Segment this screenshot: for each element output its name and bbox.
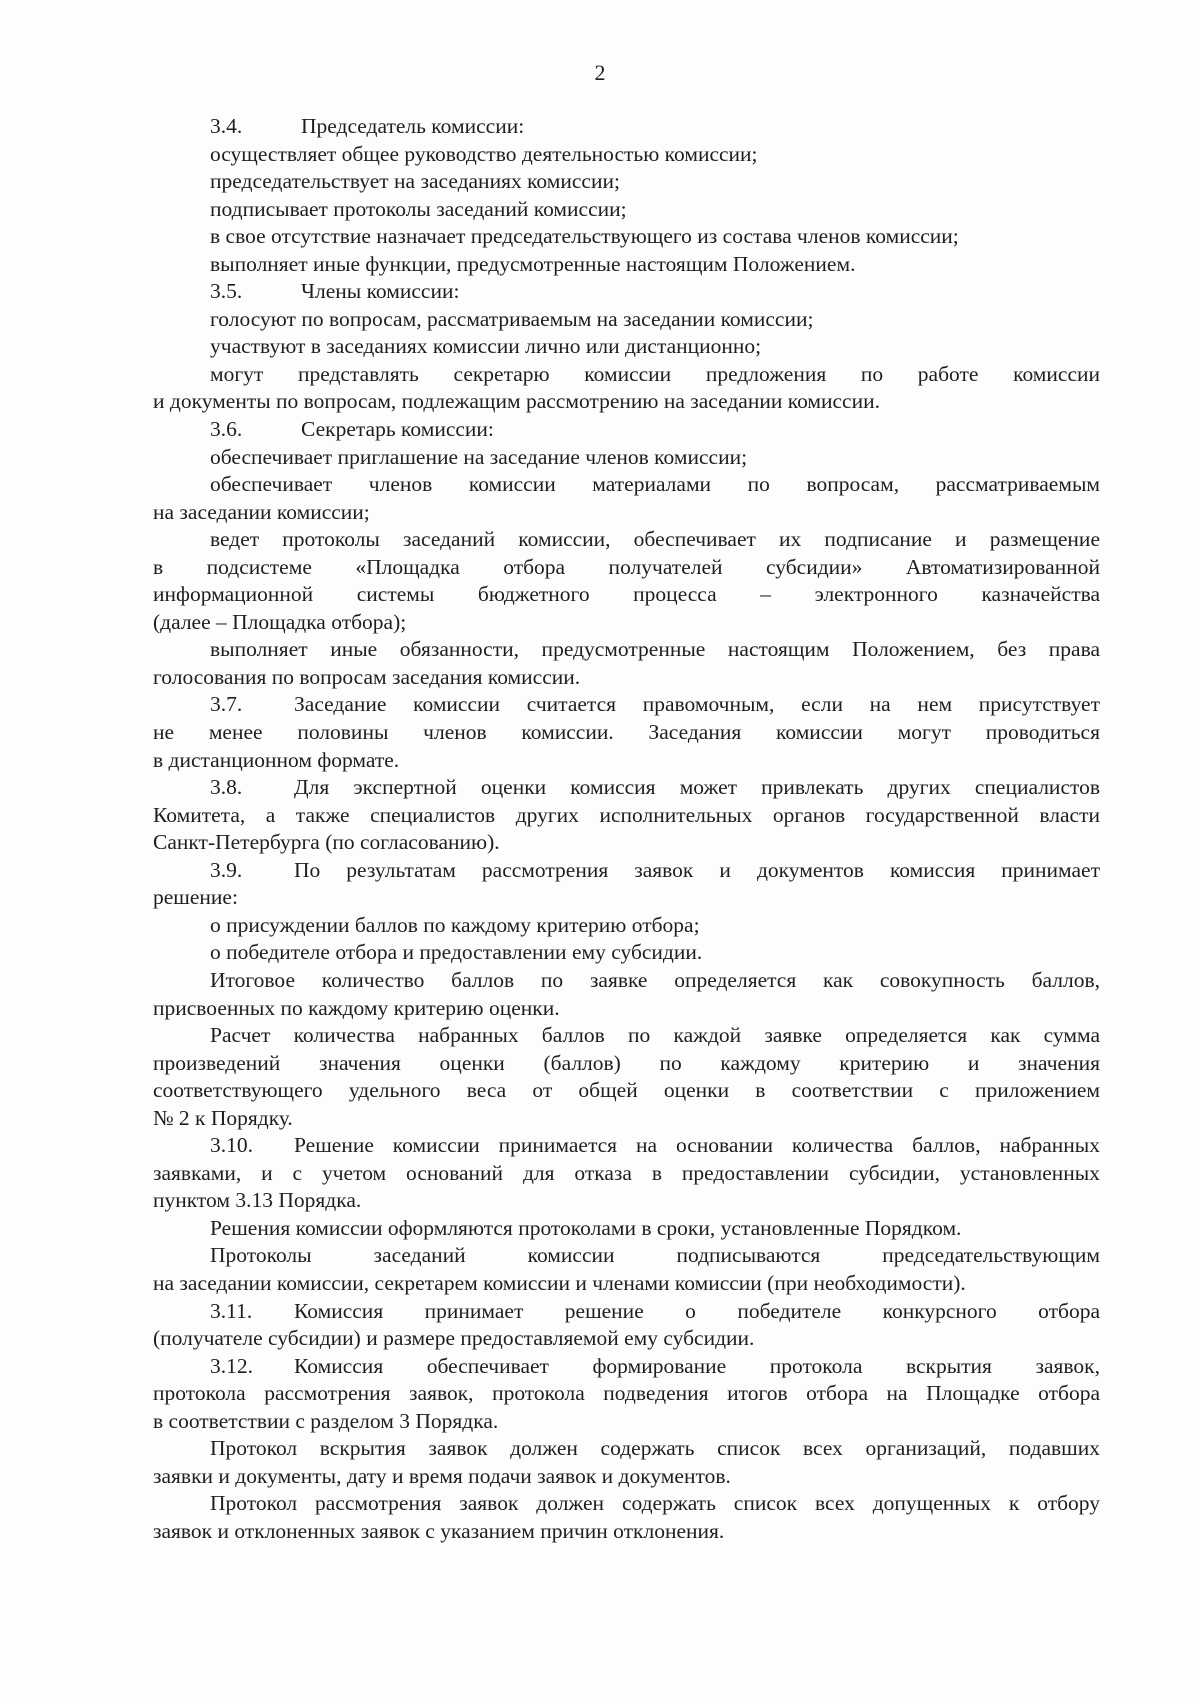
text-line: Протоколы заседаний комиссии подписываются председательствующим: [210, 1243, 1100, 1268]
text-line: в дистанционном формате.: [153, 747, 400, 772]
text-line: в свое отсутствие назначает председательствующего из состава членов комиссии;: [210, 224, 959, 249]
section-3-11-heading: 3.11. Комиссия принимает решение о победителе конкурсного отбора: [153, 1298, 1100, 1326]
text-line: заявки и документы, дату и время подачи заявок и документов.: [153, 1463, 731, 1488]
section-3-8-heading: 3.8. Для экспертной оценки комиссия может привлекать других специалистов: [153, 774, 1100, 802]
document-body: [153, 113, 1100, 1545]
clause-number: 3.12.: [210, 1353, 253, 1378]
text-line: Санкт-Петербурга (по согласованию).: [153, 830, 500, 855]
text-line: Решения комиссии оформляются протоколами в сроки, установленные Порядком.: [210, 1215, 962, 1240]
text-line: в подсистеме «Площадка отбора получателей субсидии» Автоматизированной: [153, 554, 1100, 579]
text-line: соответствующего удельного веса от общей оценки в соответствии с приложением: [153, 1078, 1100, 1103]
text-line: участвуют в заседаниях комиссии лично или дистанционно;: [210, 334, 762, 359]
clause-number: 3.7.: [210, 692, 243, 717]
clause-number: 3.8.: [210, 775, 243, 800]
text-line: выполняет иные функции, предусмотренные настоящим Положением.: [210, 251, 856, 276]
text-line: Протокол вскрытия заявок должен содержать список всех организаций, подавших: [210, 1436, 1100, 1461]
section-3-12-heading: 3.12. Комиссия обеспечивает формирование протокола вскрытия заявок,: [153, 1353, 1100, 1381]
text-line: председательствует на заседаниях комиссии;: [210, 169, 620, 194]
text-line: на заседании комиссии, секретарем комиссии и членами комиссии (при необходимости).: [153, 1270, 966, 1295]
text-line: обеспечивает членов комиссии материалами по вопросам, рассматриваемым: [210, 472, 1100, 497]
text-line: Расчет количества набранных баллов по каждой заявке определяется как сумма: [210, 1023, 1100, 1048]
clause-number: 3.5.: [210, 279, 243, 304]
text-line: голосуют по вопросам, рассматриваемым на заседании комиссии;: [210, 306, 814, 331]
text-line: могут представлять секретарю комиссии предложения по работе комиссии: [210, 361, 1100, 386]
text-line: (далее – Площадка отбора);: [153, 609, 407, 634]
section-3-6-heading: 3.6. Секретарь комиссии:: [153, 416, 1100, 444]
clause-number: 3.10.: [210, 1133, 253, 1158]
section-3-9-heading: 3.9. По результатам рассмотрения заявок и документов комиссия принимает: [153, 857, 1100, 885]
clause-number: 3.11.: [210, 1298, 253, 1323]
text-line: Итоговое количество баллов по заявке определяется как совокупность баллов,: [210, 967, 1100, 992]
page-number: 2: [594, 60, 606, 85]
text-line: (получателе субсидии) и размере предоставляемой ему субсидии.: [153, 1326, 755, 1351]
text-line: пунктом 3.13 Порядка.: [153, 1188, 362, 1213]
text-line: в соответствии с разделом 3 Порядка.: [153, 1408, 499, 1433]
section-3-5-heading: 3.5. Члены комиссии:: [153, 278, 1100, 306]
text-line: Комитета, а также специалистов других исполнительных органов государственной власти: [153, 802, 1100, 827]
clause-number: 3.9.: [210, 857, 243, 882]
text-line: выполняет иные обязанности, предусмотренные настоящим Положением, без права: [210, 637, 1100, 662]
text-line: не менее половины членов комиссии. Заседания комиссии могут проводиться: [153, 720, 1100, 745]
text-line: о присуждении баллов по каждому критерию отбора;: [210, 912, 700, 937]
text-line: Протокол рассмотрения заявок должен содержать список всех допущенных к отбору: [210, 1491, 1100, 1516]
text-line: и документы по вопросам, подлежащим рассмотрению на заседании комиссии.: [153, 389, 880, 414]
clause-number: 3.6.: [210, 417, 243, 442]
text-line: № 2 к Порядку.: [153, 1105, 293, 1130]
text-line: присвоенных по каждому критерию оценки.: [153, 995, 560, 1020]
text-line: заявок и отклоненных заявок с указанием причин отклонения.: [153, 1518, 725, 1543]
text-line: осуществляет общее руководство деятельностью комиссии;: [210, 141, 758, 166]
text-line: обеспечивает приглашение на заседание членов комиссии;: [210, 444, 748, 469]
clause-number: 3.4.: [210, 114, 243, 138]
section-3-7-heading: 3.7. Заседание комиссии считается правомочным, если на нем присутствует: [153, 691, 1100, 719]
text-line: заявками, и с учетом оснований для отказа в предоставлении субсидии, установленных: [153, 1160, 1100, 1185]
text-line: ведет протоколы заседаний комиссии, обеспечивает их подписание и размещение: [210, 527, 1100, 552]
text-line: о победителе отбора и предоставлении ему субсидии.: [210, 940, 703, 965]
text-line: произведений значения оценки (баллов) по каждому критерию и значения: [153, 1050, 1100, 1075]
section-3-10-heading: 3.10. Решение комиссии принимается на основании количества баллов, набранных: [153, 1132, 1100, 1160]
text-line: протокола рассмотрения заявок, протокола подведения итогов отбора на Площадке отбора: [153, 1381, 1100, 1406]
text-line: подписывает протоколы заседаний комиссии;: [210, 196, 627, 221]
text-line: на заседании комиссии;: [153, 499, 370, 524]
section-3-4-heading: 3.4. Председатель комиссии:: [153, 113, 1100, 141]
text-line: голосования по вопросам заседания комиссии.: [153, 664, 581, 689]
text-line: решение:: [153, 885, 238, 910]
text-line: информационной системы бюджетного процесса – электронного казначейства: [153, 582, 1100, 607]
